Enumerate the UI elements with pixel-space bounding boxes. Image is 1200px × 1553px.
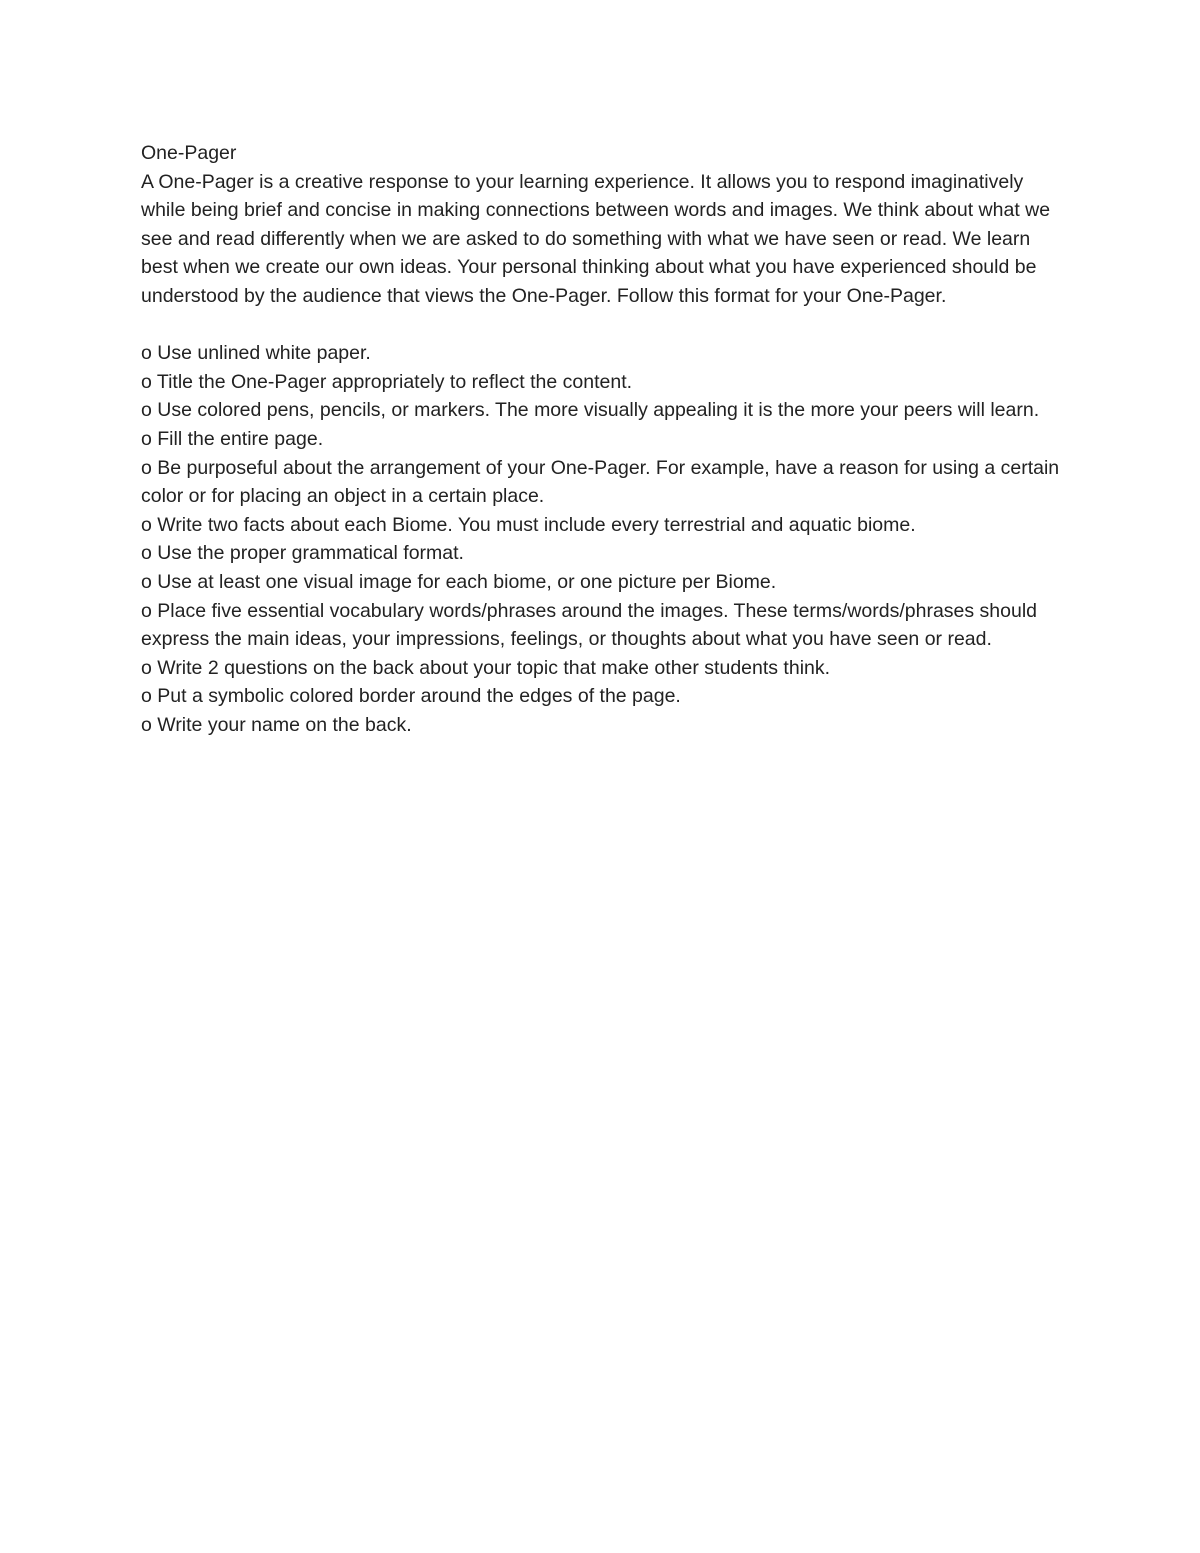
list-item: o Use colored pens, pencils, or markers. The more visually appealing it is the more your peers will learn.	[141, 399, 1040, 422]
list-item: o Use the proper grammatical format.	[141, 542, 464, 565]
list-item: o Put a symbolic colored border around the edges of the page.	[141, 685, 681, 708]
document-body	[141, 139, 1061, 739]
list-item: o Write two facts about each Biome. You must include every terrestrial and aquatic biome.	[141, 513, 916, 536]
list-item: o Place five essential vocabulary words/phrases around the images. These terms/words/phrases should express the main ideas, your impressions, feelings, or thoughts about what you have seen or read.	[141, 599, 1038, 651]
instruction-list	[141, 339, 1061, 739]
paragraph-gap	[141, 311, 1061, 340]
list-item: o Write 2 questions on the back about your topic that make other students think.	[141, 656, 831, 679]
list-item: o Fill the entire page.	[141, 427, 324, 450]
list-item: o Use unlined white paper.	[141, 342, 371, 365]
list-item: o Write your name on the back.	[141, 713, 412, 736]
list-item: o Title the One-Pager appropriately to reflect the content.	[141, 370, 633, 393]
intro-paragraph: A One-Pager is a creative response to your learning experience. It allows you to respond imaginatively while being brief and concise in making connections between words and images. We think about what we see and read differently when we are asked to do something with what we have seen or read. We learn best when we create our own ideas. Your personal thinking about what you have experienced should be understood by the audience that views the One-Pager. Follow this format for your One-Pager.	[141, 170, 1051, 307]
list-item: o Use at least one visual image for each biome, or one picture per Biome.	[141, 570, 777, 593]
document-title: One-Pager	[141, 142, 237, 164]
list-item: o Be purposeful about the arrangement of your One-Pager. For example, have a reason for using a certain color or for placing an object in a certain place.	[141, 456, 1060, 508]
